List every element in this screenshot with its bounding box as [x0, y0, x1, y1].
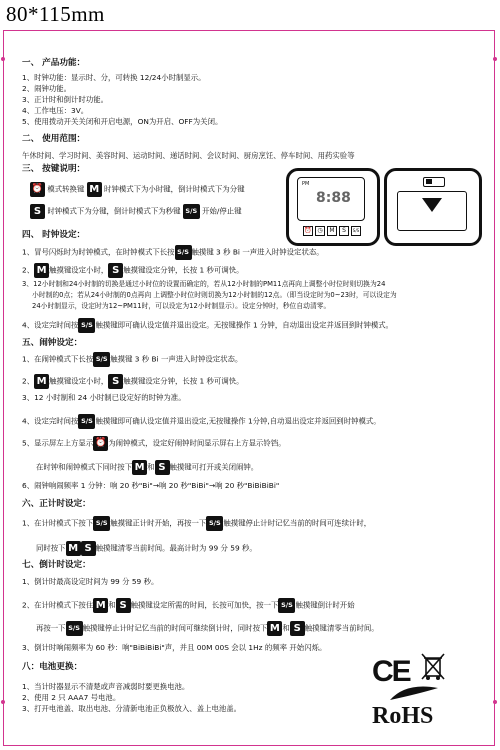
clock-step-1: 1、冒号闪烁时为时钟模式，在时钟模式下长按 S/S 触摸键 3 秒 Bi 一声进入时钟设定状态。	[22, 245, 324, 260]
s-key-icon: S	[155, 460, 170, 475]
section-title-countup: 六、正计时设定：	[22, 499, 91, 509]
clock-step-4: 4、设定完时间按 S/S 触摸键即可确认设定值并退出设定。无按键操作 1 分钟，自动退出设定并返回到时钟模式。	[22, 318, 393, 333]
alarm-step-6: 6、闹钟响闹频率 1 分钟：响 20 秒"Bi"→响 20 秒"BiBi"→响 20 秒"BiBiBiBi"	[22, 481, 280, 490]
lcd-digits: 8:88	[316, 190, 351, 206]
alarm-step-2: 2、 M 触摸键设定小时， S 触摸键设定分钟，长按 1 秒可调快。	[22, 376, 244, 387]
registration-mark	[1, 700, 5, 704]
alarm-bell-icon: ⏰	[30, 182, 45, 197]
m-key-icon: M	[267, 621, 282, 636]
battery-cover-arrow	[422, 198, 442, 212]
battery-step: 3、打开电池盖、取出电池、分清新电池正负极放入、盖上电池盖。	[22, 704, 242, 713]
list-item: 3、正计时和倒计时功能。	[22, 95, 109, 104]
rohs-mark: RoHS	[372, 703, 434, 729]
countdown-step-2-cont: 再按一下 S/S 触摸键停止计时记忆当前的时间可继续倒计时，同时按下 M 和 S 触摸键清零当前时间。	[36, 623, 379, 634]
m-key-icon: M	[93, 598, 108, 613]
start-stop-key-icon: S/S	[206, 516, 223, 531]
list-item: 4、工作电压：3V。	[22, 106, 89, 115]
countdown-step-2: 2、在计时模式下按住 M 和 S 触摸键设定所需的时间，长按可加快，按一下 S/S 触摸键倒计时开始	[22, 600, 355, 611]
leaf-icon	[384, 684, 444, 702]
key-desc-row: S 时钟模式下为分键，倒计时模式下为秒键 S/S 开始/停止键	[30, 204, 242, 219]
ce-mark: CE	[372, 655, 410, 688]
size-label: 80*115mm	[6, 2, 105, 26]
start-stop-key-icon: S/S	[78, 414, 95, 429]
alarm-toggle-line: 在时钟和闹钟模式下同时按下 M 和 S 触摸键可打开或关闭闹钟。	[36, 462, 259, 473]
s-key-icon: S	[116, 598, 131, 613]
device-lcd	[297, 177, 365, 221]
clock-step-3: 3、12小时制和24小时制的切换是通过小时位的设置而确定的，若从12小时制的PM11点再向上调整小时位时则切换为24	[22, 280, 386, 288]
registration-mark	[493, 700, 497, 704]
device-s-button: S	[339, 226, 349, 236]
alarm-step-3: 3、12 小时制和 24 小时制已设定好的时钟为准。	[22, 393, 186, 402]
m-key-icon: M	[87, 182, 102, 197]
s-key-icon: S	[290, 621, 305, 636]
weee-bin-icon	[420, 652, 446, 682]
section-title-countdown: 七、倒计时设定：	[22, 560, 91, 570]
section-title-alarm: 五、闹钟设定：	[22, 338, 83, 348]
start-stop-key-icon: S/S	[66, 621, 83, 636]
section-title-clock: 四、 时钟设定：	[22, 230, 86, 240]
s-key-icon: S	[108, 374, 123, 389]
m-key-icon: M	[66, 541, 81, 556]
m-key-icon: M	[34, 263, 49, 278]
countdown-step-3: 3、倒计时响闹频率为 60 秒：响"BiBiBiBi"声，并且 00M 00S 会以 1Hz 的频率 开始闪烁。	[22, 643, 327, 652]
clock-step-3-cont: 小时制的0点；若从24小时制的0点再向 上调整小时位时则切换为12小时制的12点。（即当设定时为0~23时，可以设定为	[32, 291, 397, 299]
usage-text: 午休时间、学习时间、美容时间、运动时间、递话时间、会议时间、厨房烹饪、停车时间、用药实验等	[22, 151, 355, 160]
device-back-illustration	[384, 168, 482, 246]
pm-indicator: PM	[302, 181, 310, 187]
start-stop-key-icon: S/S	[175, 245, 192, 260]
list-item: 1、时钟功能：显示时、分，可转换 12/24小时制显示。	[22, 73, 206, 82]
clock-step-3-cont: 24小时制显示，设定时为12~PM11时，可以设定为12小时制显示）。设定分钟时，秒位自动清零。	[32, 302, 331, 310]
device-bell-button: ⏰	[304, 227, 312, 234]
m-key-icon: M	[34, 374, 49, 389]
start-stop-key-icon: S/S	[93, 352, 110, 367]
section-title-keys: 三、 按键说明：	[22, 164, 86, 174]
s-key-icon: S	[30, 204, 45, 219]
registration-mark	[493, 57, 497, 61]
battery-step: 1、当计时器显示不清楚或声音减弱时要更换电池。	[22, 682, 190, 691]
start-stop-key-icon: S/S	[183, 204, 200, 219]
power-switch	[423, 177, 445, 187]
alarm-step-1: 1、在闹钟模式下长按 S/S 触摸键 3 秒 Bi 一声进入时钟设定状态。	[22, 352, 242, 367]
device-ss-button: S/S	[351, 226, 361, 236]
device-front-illustration	[286, 168, 380, 246]
s-key-icon: S	[108, 263, 123, 278]
device-m-button: M	[327, 226, 337, 236]
section-title-usage: 二、 使用范围：	[22, 134, 86, 144]
alarm-bell-icon: ⏰	[93, 436, 108, 451]
countdown-step-1: 1、倒计时最高设定时间为 99 分 59 秒。	[22, 577, 159, 586]
section-title-battery: 八：电池更换：	[22, 662, 83, 672]
start-stop-key-icon: S/S	[78, 318, 95, 333]
alarm-step-4: 4、设定完时间按 S/S 触摸键即可确认设定值并退出设定,无按键操作 1分钟,自动退出设定并返回到时钟模式。	[22, 414, 381, 429]
alarm-step-5: 5、显示屏左上方显示 ⏰ 为闹钟模式，设定好闹钟时间显示屏右上方显示铃铛。	[22, 436, 286, 451]
list-item: 2、闹钟功能。	[22, 84, 72, 93]
s-key-icon: S	[81, 541, 96, 556]
m-key-icon: M	[132, 460, 147, 475]
list-item: 5、使用拨动开关关闭和开启电源，ON为开启、OFF为关闭。	[22, 117, 223, 126]
start-stop-key-icon: S/S	[93, 516, 110, 531]
registration-mark	[1, 57, 5, 61]
key-desc-row: ⏰ 模式转换键 M 时钟模式下为小时键，倒计时模式下为分键	[31, 184, 245, 195]
countup-step-1-cont: 同时按下 M S 触摸键清零当前时间。最高计时为 99 分 59 秒。	[36, 543, 257, 554]
device-clock-button: ◷	[315, 226, 325, 236]
battery-compartment	[397, 191, 467, 231]
clock-step-2: 2、 M 触摸键设定小时， S 触摸键设定分钟，长按 1 秒可调快。	[22, 265, 244, 276]
section-title-functions: 一、 产品功能：	[22, 58, 86, 68]
start-stop-key-icon: S/S	[278, 598, 295, 613]
battery-step: 2、使用 2 只 AAA7 号电池。	[22, 693, 121, 702]
countup-step-1: 1、在计时模式下按下 S/S 触摸键正计时开始，再按一下 S/S 触摸键停止计时记忆当前的时间可连续计时，	[22, 516, 371, 531]
